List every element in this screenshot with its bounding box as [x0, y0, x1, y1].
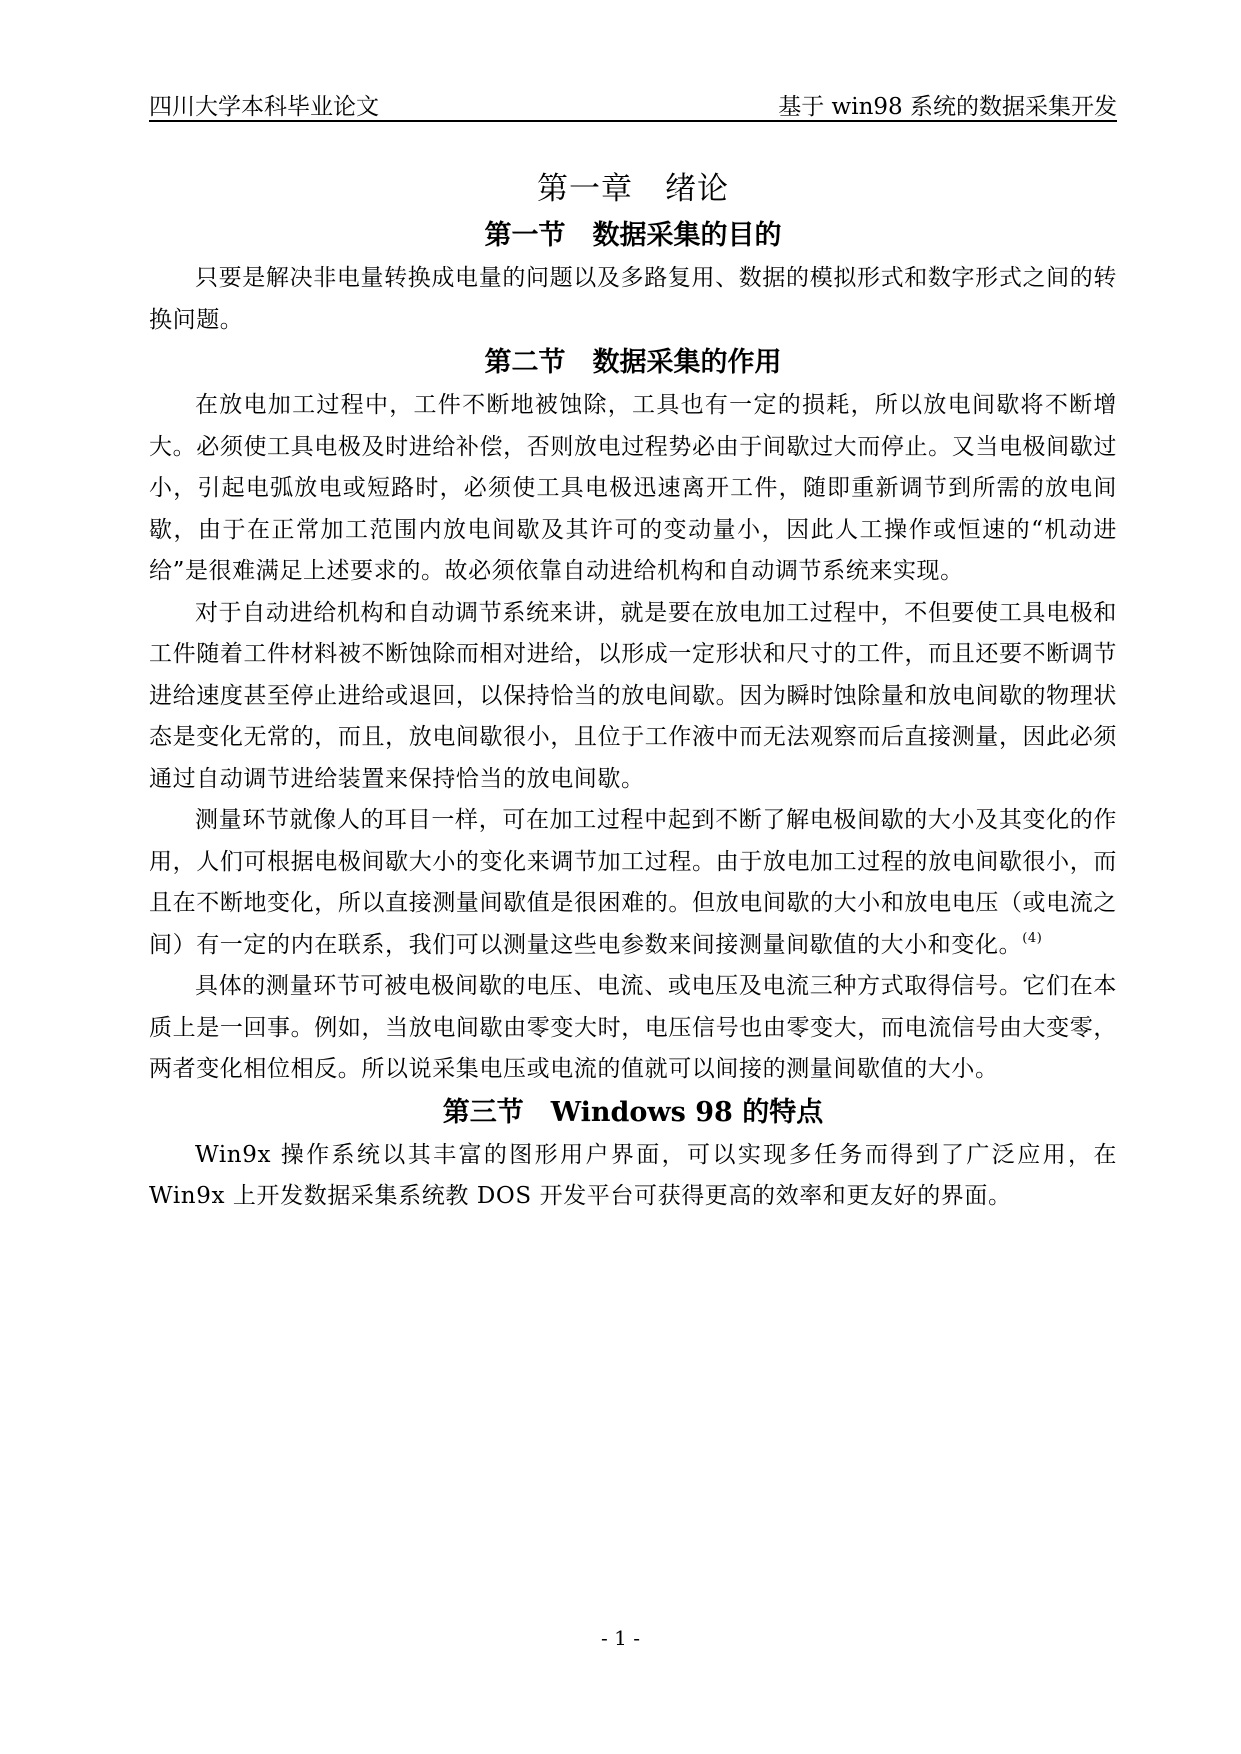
section-2-paragraph-3-text: 测量环节就像人的耳目一样，可在加工过程中起到不断了解电极间歇的大小及其变化的作用，人们可根据电极间歇大小的变化来调节加工过程。由于放电加工过程的放电间歇很小，而且在不断地变化，所以直接测量间歇值是很困难的。但放电间歇的大小和放电电压（或电流之间）有一定的内在联系，我们可以测量这些电参数来间接测量间歇值的大小和变化。: [149, 807, 1117, 958]
section-3-title: 第三节 Windows 98 的特点: [442, 1096, 824, 1128]
section-1-paragraph-1: 只要是解决非电量转换成电量的问题以及多路复用、数据的模拟形式和数字形式之间的转换问题。: [149, 265, 1117, 333]
section-3-paragraph-1: Win9x 操作系统以其丰富的图形用户界面，可以实现多任务而得到了广泛应用，在 Win9x 上开发数据采集系统教 DOS 开发平台可获得更高的效率和更友好的界面。: [149, 1141, 1117, 1209]
page-header: [149, 84, 1117, 122]
page-content: [149, 150, 1117, 1218]
section-2-paragraph-3: [149, 800, 1117, 966]
citation-marker: (4): [1022, 930, 1043, 946]
section-2-paragraph-4: 具体的测量环节可被电极间歇的电压、电流、或电压及电流三种方式取得信号。它们在本质上是一回事。例如，当放电间歇由零变大时，电压信号也由零变大，而电流信号由大变零，两者变化相位相反。所以说采集电压或电流的值就可以间接的测量间歇值的大小。: [149, 973, 1117, 1082]
section-1-title: 第一节 数据采集的目的: [484, 220, 782, 251]
section-2-paragraph-2: 对于自动进给机构和自动调节系统来讲，就是要在放电加工过程中，不但要使工具电极和工件随着工件材料被不断蚀除而相对进给，以形成一定形状和尺寸的工件，而且还要不断调节进给速度甚至停止进给或退回，以保持恰当的放电间歇。因为瞬时蚀除量和放电间歇的物理状态是变化无常的，而且，放电间歇很小，且位于工作液中而无法观察而后直接测量，因此必须通过自动调节进给装置来保持恰当的放电间歇。: [149, 599, 1117, 792]
chapter-title: 第一章 绪论: [537, 171, 729, 207]
header-right-title: 基于 win98 系统的数据采集开发: [778, 94, 1117, 120]
page-number: - 1 -: [601, 1626, 640, 1650]
section-2-title: 第二节 数据采集的作用: [484, 347, 782, 378]
section-2-paragraph-1: 在放电加工过程中，工件不断地被蚀除，工具也有一定的损耗，所以放电间歇将不断增大。必须使工具电极及时进给补偿，否则放电过程势必由于间歇过大而停止。又当电极间歇过小，引起电弧放电或短路时，必须使工具电极迅速离开工件，随即重新调节到所需的放电间歇，由于在正常加工范围内放电间歇及其许可的变动量小，因此人工操作或恒速的“机动进给”是很难满足上述要求的。故必须依靠自动进给机构和自动调节系统来实现。: [149, 392, 1117, 584]
header-left-title: 四川大学本科毕业论文: [149, 94, 379, 120]
